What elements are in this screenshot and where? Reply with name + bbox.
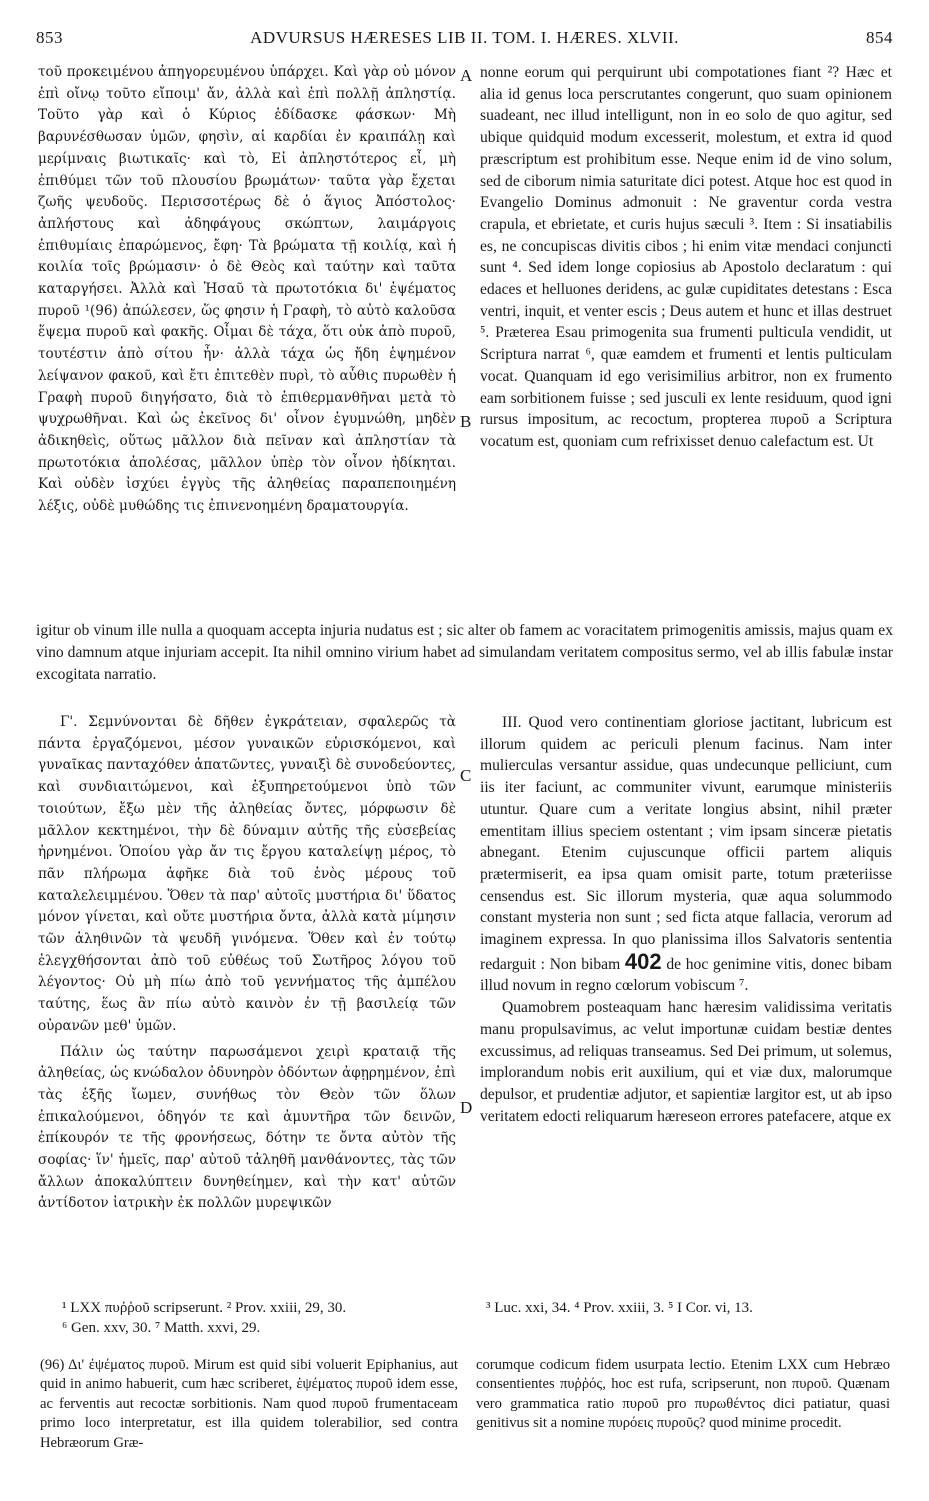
- greek-text-upper: τοῦ προκειμένου ἀπηγορευμένου ὑπάρχει. Καὶ γὰρ οὐ μόνον ἐπὶ οἴνῳ τοῦτο εἴποιμ' ἄν, ἀλλὰ καὶ ἐπὶ πολλῇ ἀπληστίᾳ. Τοῦτο γὰρ καὶ ὁ Κύριος ἐδίδασκε φάσκων· Μὴ βαρυνέσθωσαν ὑμῶν, φησὶν, αἱ καρδίαι ἐν κραιπάλῃ καὶ μερίμναις βιωτικαῖς· καὶ τὸ, Εἰ ἀπληστότερος εἶ, μὴ ἐπιθύμει τῶν τοῦ πλουσίου βρωμάτων· ταῦτα γὰρ ἔχεται ζωῆς ψευδοῦς. Περισσοτέρως δὲ ὁ ἅγιος Ἀπόστολος· ἀπλήστους καὶ ἀδηφάγους σκώπτων, λαιμάργοις ἐπιθυμίαις ἐπαρώμενος, ἔφη· Τὰ βρώματα τῇ κοιλίᾳ, καὶ ἡ κοιλία τοῖς βρώμασιν· ὁ δὲ Θεὸς καὶ ταύτην καὶ ταῦτα καταργήσει. Ἀλλὰ καὶ Ἡσαῦ τὰ πρωτοτόκια δι' ἐψέματος πυροῦ ¹(96) ἀπώλεσεν, ὥς φησιν ἡ Γραφὴ, τὸ αὐτὸ καλοῦσα ἕψεμα πυροῦ καὶ φακῆς. Οἶμαι δὲ τάχα, ὅτι οὐκ ἀπὸ πυροῦ, τουτέστιν ἀπὸ σίτου ἦν· ἀλλὰ τάχα ὡς ἤδη ἑψημένον λείψανον φακοῦ, καὶ ἔτι ἐπιτεθὲν πυρὶ, τὸ αὖθις πυρωθὲν ἡ Γραφὴ πυροῦ διηγήσατο, διὰ τὸ ἐπιθερμανθῆναι μετὰ τὸ ψυχρωθῆναι. Καὶ ὡς ἐκεῖνος δι' οἶνον ἐγυμνώθη, μηδὲν ἀδικηθεὶς, οὕτως μᾶλλον διὰ πεῖναν καὶ ἀπληστίαν τὰ πρωτοτόκια ἀπολέσας, μᾶλλον ὑπὲρ τὸν οἶνον ἠδίκηται. Καὶ οὐδὲν ἰσχύει ἐγγὺς τῆς ἀληθείας παραπεποιημένη λέξις, οὐδὲ μυθώδης τις ἐπινενοημένη δραματουργία.: [38, 64, 456, 515]
- note-text-right: corumque codicum fidem usurpata lectio. Etenim LXX cum Hebræo consentientes πυῤῥός, hoc est rufa, scripserunt, non πυροῦ. Quænam vero grammatica ratio πυροῦ pro πυρωθέντος dici patiatur, quasi genitivus sit a nomine πυρόεις πυροῦς? quod minime procedit.: [476, 1357, 890, 1432]
- footnote-line-2: ⁶ Gen. xxv, 30. ⁷ Matth. xxvi, 29.: [62, 1320, 261, 1336]
- greek-transition-paragraph: Πάλιν ὡς ταύτην παρωσάμενοι χειρὶ κραταιᾷ τῆς ἀληθείας, ὡς κνώδαλον ὀδυνηρὸν ὀδόντων ἀφῃρημένον, ἐπὶ τὰς ἑξῆς ἴωμεν, συνήθως τὸν Θεὸν τῶν ὅλων ἐπικαλούμενοι, ὁδηγόν τε καὶ ἀμυντῆρα τῶν δεινῶν, ἐπίκουρόν τε τῆς φρονήσεως, δότην τε ὄντα αὐτὸν τῆς σοφίας· ἵν' ἡμεῖς, παρ' αὐτοῦ τἀληθῆ μανθάνοντες, τὰς τῶν ἄλλων ἀποκαλύπτειν δυνηθείημεν, καὶ τὴν κατ' αὐτῶν ἀντίδοτον ἰατρικὴν ἐκ πολλῶν μυρεψικῶν: [38, 1043, 456, 1212]
- greek-column-lower: [38, 712, 456, 1215]
- latin-section-3: [480, 712, 892, 997]
- note-text-left: (96) Δι' ἐψέματος πυροῦ. Mirum est quid sibi voluerit Epiphanius, aut quid in animo habuerit, cum hæc scriberet, ἑψέματος πυροῦ idem esse, ac ferventis aut recoctæ sorbitionis. Nam quod πυροῦ frumentaceam primo loco interpretatur, est illa quidem tolerabilior, sed contra Hebræorum Græ-: [40, 1357, 458, 1451]
- latin-column-upper: [480, 62, 892, 453]
- section-marker-b: B: [460, 412, 472, 431]
- footnotes-left: [62, 1298, 462, 1338]
- section-marker-a: A: [460, 66, 473, 85]
- full-width-text: igitur ob vinum ille nulla a quoquam accepta injuria nudatus est ; sic alter ob famem ac voracitatem primogenitis amissis, majus quam ex vino damnum atque injuriam accepit. Ita nihil omnino virium habet ad simulandam veritatem compositus sermo, vel ab illis fabulæ instar excogitata narratio.: [36, 622, 893, 683]
- greek-section-3: Γ'. Σεμνύνονται δὲ δῆθεν ἐγκράτειαν, σφαλερῶς τὰ πάντα ἐργαζόμενοι, μέσον γυναικῶν εὑρισκόμενοι, καὶ γυναῖκας πανταχόθεν ἀπατῶντες, γυναιξὶ δὲ συνοδεύοντες, καὶ συνδιαιτώμενοι, καὶ ἐξυπηρετούμενοι ὑπὸ τῶν τοιούτων, ἔξω μὲν τῆς ἀληθείας ὄντες, μόρφωσιν δὲ μᾶλλον κεκτημένοι, τὴν δὲ δύναμιν αὐτῆς τῆς εὐσεβείας ἠρνημένοι. Ὁποίου γὰρ ἄν τις ἔργου καταλείψῃ μέρος, τὸ πᾶν πλήρωμα ἀφῆκε διὰ τοῦ ἑνὸς μέρους τοῦ καταλελειμμένου. Ὅθεν τὰ παρ' αὐτοῖς μυστήρια δι' ὕδατος μόνον γίνεται, καὶ οὔτε μυστήρια ὄντα, ἀλλὰ κατὰ μίμησιν τῶν ἀληθινῶν τὰ ψευδῆ γινόμενα. Ὅθεν καὶ ἐν τούτῳ ἐλεγχθήσονται ἀπὸ τοῦ εὐθέως τοῦ Σωτῆρος λόγου τοῦ λέγοντος· Οὐ μὴ πίω ἀπὸ τοῦ γεννήματος τῆς ἀμπέλου ταύτης, ἕως ἂν πίω αὐτὸ καινὸν ἐν τῇ βασιλείᾳ τῶν οὐρανῶν μεθ' ὑμῶν.: [38, 714, 456, 1034]
- latin-column-lower: [480, 712, 892, 1127]
- footnote-line-3: ³ Luc. xxi, 34. ⁴ Prov. xxiii, 3. ⁵ I Cor. vi, 13.: [486, 1300, 753, 1316]
- footnotes-right: [486, 1298, 896, 1318]
- editorial-note-left: [40, 1356, 458, 1453]
- latin-transition-paragraph: Quamobrem posteaquam hanc hæresim validissima veritatis manu propulsavimus, ac velut importunæ cuidam bestiæ dentes excussimus, ad reliquas transeamus. Sed Dei primum, ut solemus, implorandum nobis erit auxilium, qui et viæ dux, malorumque depulsor, et prudentiæ adjutor, et sapientiæ largitor est, ut ab ipso veritatem edocti reliquarum hæreseon errores patefacere, atque ex: [480, 999, 892, 1125]
- running-header: [36, 28, 893, 50]
- latin-text-upper: nonne eorum qui perquirunt ubi compotationes fiant ²? Hæc et alia id genus loca perscrutantes congerunt, quo suam opinionem suadeant, nec illud intelligunt, non in eo solo de quo agitur, sed ubique quidquid modum excesserit, molestum, et extra id quod præscriptum est prohibitum esse. Neque enim id de vino solum, sed de ciborum nimia saturitate dici potest. Atque hoc est quod in Evangelio Dominus admonuit : Ne graventur corda vestra crapula, et ebrietate, et curis hujus sæculi ³. Item : Si insatiabilis es, ne concupiscas divitis cibos ; hi enim vitæ mendaci conjuncti sunt ⁴. Sed idem longe copiosius ab Apostolo declaratum : qui edaces et helluones deridens, ac gulæ cupiditates detestans : Esca ventri, inquit, et venter escis ; Deus autem et hunc et illas destruet ⁵. Præterea Esau primogenita sua frumenti pulticula vendidit, ut Scriptura narrat ⁶, quæ eamdem et frumenti et lentis pulticulam vocat. Quanquam id ego verisimilius arbitror, non ex frumento eam sorbitionem fuisse ; sed jusculi ex lente residuum, quod igni rursus impositum, ac recoctum, propterea πυροῦ a Scriptura vocatum est, quoniam cum refrixisset denuo calefactum est. Ut: [480, 64, 892, 450]
- full-width-continuation: [36, 620, 893, 686]
- page-mark-402: 402: [624, 948, 662, 974]
- running-title: ADVURSUS HÆRESES LIB II. TOM. I. HÆRES. XLVII.: [250, 28, 679, 47]
- latin-section-3-end: de hoc genimine vitis, donec bibam illud novum in regno cœlorum vobiscum ⁷.: [480, 955, 892, 995]
- greek-column-upper: [38, 62, 456, 518]
- page-number-left: 853: [36, 28, 63, 47]
- footnote-line-1: ¹ LXX πυῤῥοῦ scripserunt. ² Prov. xxiii, 29, 30.: [62, 1300, 347, 1316]
- page-number-right: 854: [866, 28, 893, 47]
- section-marker-d: D: [460, 1098, 473, 1117]
- latin-section-3-text: III. Quod vero continentiam gloriose jactitant, lubricum est illorum quidem ac periculi plenum facinus. Nam inter mulierculas versantur assidue, quas undecunque pelliciunt, cum iis iter faciunt, ac communiter vivunt, earumque ministeriis utuntur. Quare cum a veritate longius absint, nihil præter ementitam illius speciem ostentant ; vim ipsam sinceræ pietatis abnegant. Etenim cujuscunque officii partem aliquis prætermiserit, ea ipsa quam omisit parte, totum præteriisse censendus est. Sic illorum mysteria, quæ aqua solummodo constant mysteria non sunt ; sed ficta atque fallacia, verorum ad imaginem expressa. In quo planissima illos Salvatoris sententia redarguit : Non bibam: [480, 714, 892, 973]
- section-marker-c: C: [460, 766, 472, 785]
- editorial-note-right: [476, 1356, 890, 1434]
